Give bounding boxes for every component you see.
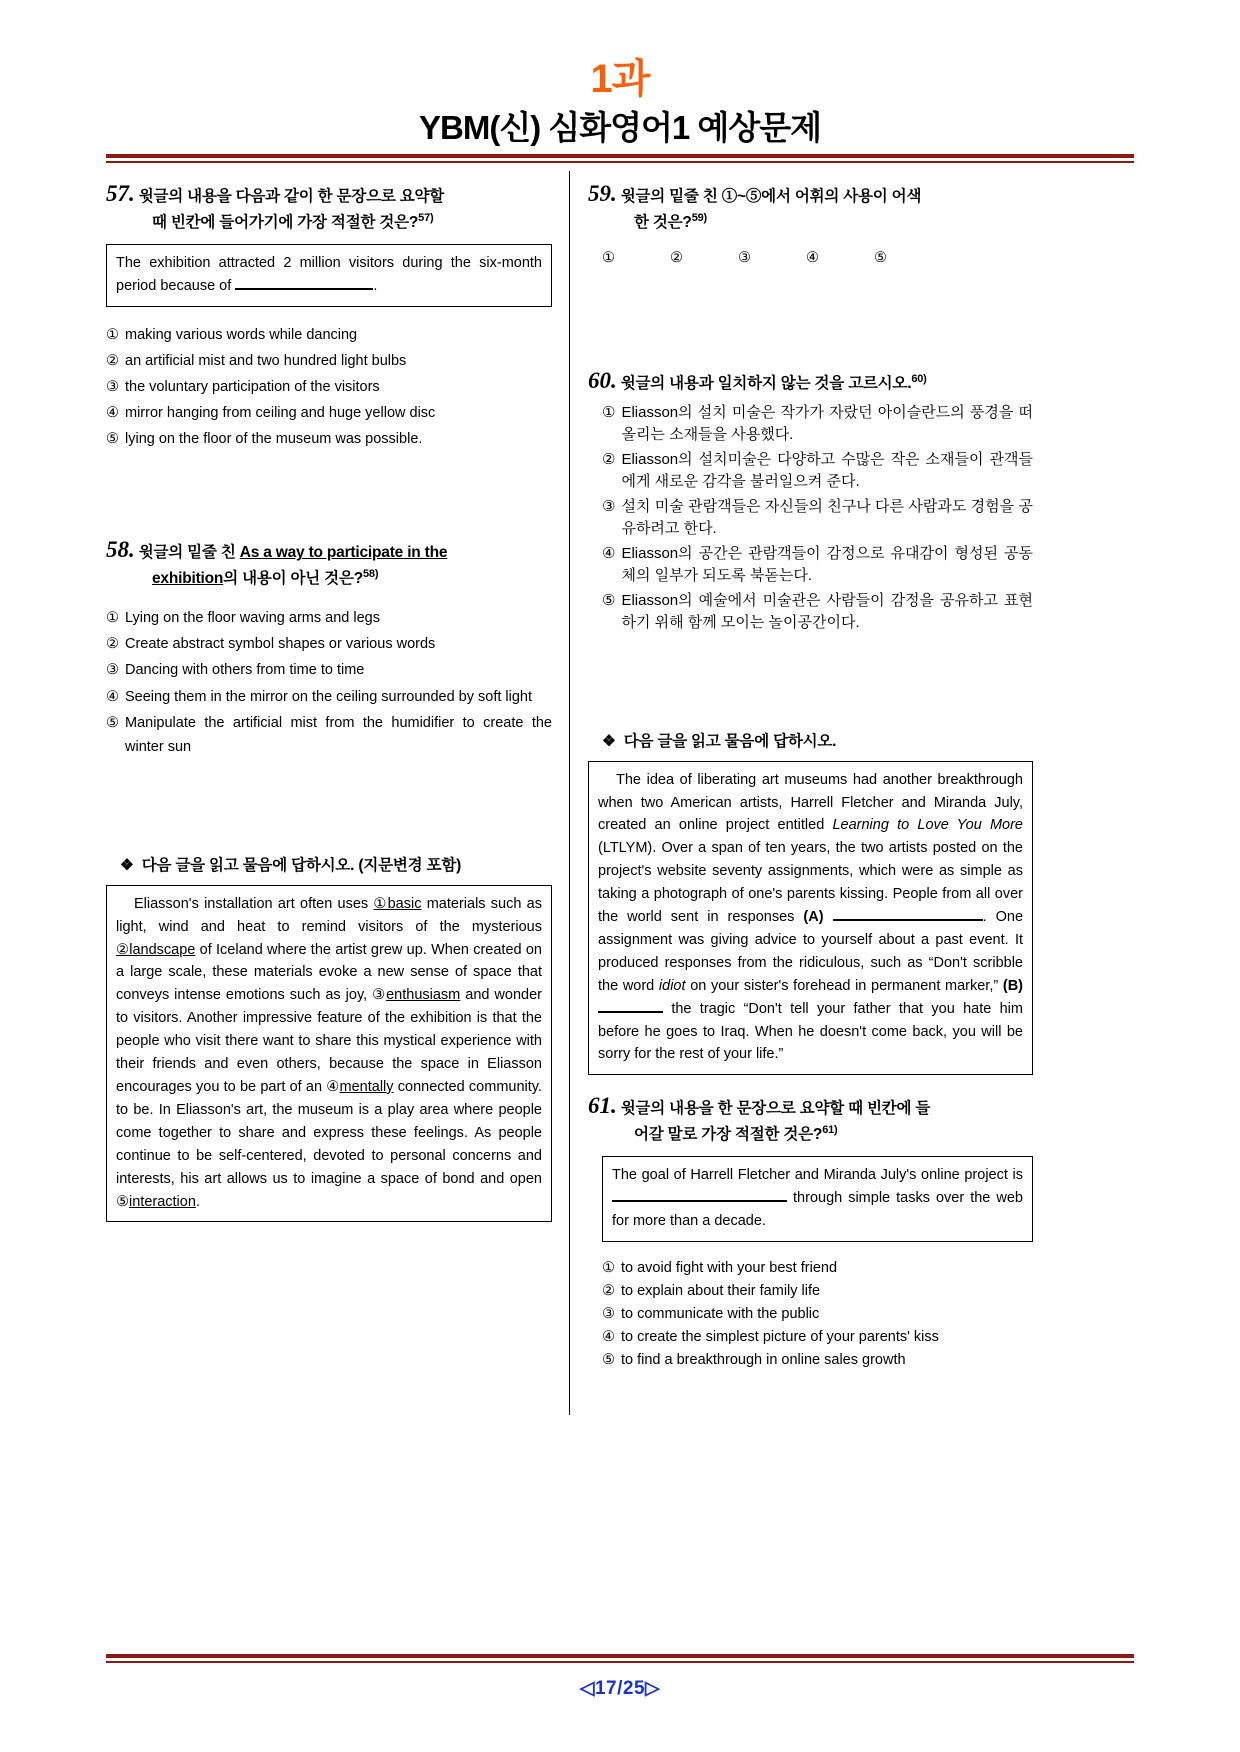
choice-item[interactable] [106,658,552,682]
choice-text: Manipulate the artificial mist from the humidifier to create the winter sun [125,714,552,755]
choice-number: ① [106,327,119,344]
choice-text: Seeing them in the mirror on the ceiling surrounded by soft light [125,688,533,705]
diamond-icon: ❖ [120,856,134,874]
question-58 [106,533,552,758]
choice-item[interactable] [106,606,552,630]
page-number: ◁17/25▷ [579,1678,661,1699]
blank-label-b: (B) [1002,977,1023,994]
choice-number: ④ [602,1329,615,1346]
question-61-summary-text: The goal of Harrell Fletcher and Miranda July's online project is through simple tasks over the web for more than a decade. [612,1167,1023,1230]
question-57-prompt-line1: 윗글의 내용을 다음과 같이 한 문장으로 요약할 [138,188,445,206]
choice-text: to avoid fight with your best friend [621,1260,838,1277]
question-61 [588,1089,1033,1371]
spacer [588,637,1033,703]
choice-item[interactable] [106,323,552,347]
choice-item[interactable] [106,349,552,373]
right-column [570,163,1033,1415]
question-61-choices [588,1258,1033,1371]
passage-underline-1: ①basic [373,895,422,912]
choice-number: ⑤ [602,1352,615,1369]
choice-number: ① [602,1260,615,1277]
passage-left-text: Eliasson's installation art often uses ①basic materials such as light, wind and heat to remind visitors of the mysterious ②landscape of Iceland where the artist grew up. When created on a large scale, these materials evoke a new sense of space that conveys intense emotions such as joy, ③enthusiasm and wonder to visitors. Another impressive feature of the exhibition is that the people who visit there want to share this mystical experience with their friends and even others, because the space in Eliasson encourages you to be part of an ④mentally connected community. to be. In Eliasson's art, the museum is a play area where people come together to share and express these feelings. As people continue to be self-centered, devoted to personal concerns and interests, his art allows us to imagine a space of bond and open ⑤interaction. [116,895,542,1210]
question-57-prompt [106,177,552,234]
passage-right-text: The idea of liberating art museums had another breakthrough when two American artists, Harrell Fletcher and Miranda July, created an online project entitled Learning to Love You More (LTLYM). Over a span of ten years, the two artists posted on the project's website seventy assignments, which were as simple as taking a photograph of one's parents kissing. People from all over the world sent in responses (A) . One assignment was giving advice to yourself about a past event. It produced responses from the ridiculous, such as “Don't scribble the word idiot on your sister's forehead in permanent marker,” (B) the tragic “Don't tell your father that you hate him before he goes to Iraq. When he doesn't come back, you will be sorry for the rest of your life.” [598,771,1024,1063]
question-61-sup: 61) [822,1123,838,1136]
choice-text: to find a breakthrough in online sales growth [621,1352,906,1369]
question-61-number: 61. [588,1093,617,1119]
passage-box-right [588,761,1033,1076]
choice-number: ⑤ [602,591,616,609]
direction-line-right [588,729,1033,751]
question-60-number: 60. [588,368,617,394]
question-59-sup: 59) [691,211,708,224]
choice-item[interactable] [602,590,1033,635]
passage-blank-a [833,919,983,921]
choice-text: to create the simplest picture of your parents' kiss [621,1329,939,1346]
choice-item[interactable] [602,496,1033,541]
choice-text: Create abstract symbol shapes or various words [125,636,436,653]
header-rule [106,154,1134,163]
choice-number: ③ [106,379,119,396]
question-60-choices [588,402,1033,635]
choice-item[interactable] [602,1281,1033,1302]
passage-underline-2: ②landscape [116,941,196,958]
question-61-summary-box [602,1156,1033,1242]
question-60-prompt: 60. 윗글의 내용과 일치하지 않는 것을 고르시오.$^{60)}$ [588,368,927,394]
question-61-blank [612,1200,787,1202]
choice-item[interactable] [106,632,552,656]
question-58-number: 58. [106,537,135,563]
question-57-number: 57. [106,181,135,207]
question-59-prompt: 59. 윗글의 밑줄 친 ①~⑤에서 어휘의 사용이 어색 한 것은?$^{59)}$ [588,181,922,231]
question-57-blank [235,288,373,290]
choice-number: ④ [106,688,119,705]
question-59-number: 59. [588,181,617,207]
direction-text: 다음 글을 읽고 물음에 답하시오. (지문변경 포함) [141,856,462,874]
page-header [0,0,1240,146]
passage-underline-3: enthusiasm [386,987,461,1004]
choice-item[interactable] [602,1304,1033,1325]
option-5[interactable]: ⑤ [874,250,887,267]
option-4[interactable]: ④ [806,250,819,267]
choice-number: ③ [602,1306,615,1323]
question-60-sup: 60) [911,373,927,386]
question-60 [588,364,1033,634]
document-title: YBM(신) 심화영어1 예상문제 [419,109,821,146]
question-58-prompt [106,533,552,590]
two-column-body [106,163,1134,1415]
choice-text: Eliasson의 공간은 관람객들이 감정으로 유대감이 형성된 공동체의 일부가 되도록 북돋는다. [621,544,1033,585]
choice-text: lying on the floor of the museum was possible. [125,431,423,448]
choice-text: Eliasson의 설치 미술은 작가가 자랐던 아이슬란드의 풍경을 떠올리는 소재들을 사용했다. [621,403,1033,444]
choice-item[interactable] [602,1327,1033,1348]
choice-number: ④ [602,544,616,562]
choice-text: to explain about their family life [621,1283,821,1300]
choice-item[interactable] [602,1258,1033,1279]
question-59-circles: ①~⑤ [721,188,762,206]
option-2[interactable]: ② [670,250,683,267]
choice-text: 설치 미술 관람객들은 자신들의 친구나 다른 사람과도 경험을 공유하려고 한다. [621,497,1033,538]
question-57-summary-box [106,244,552,307]
choice-item[interactable] [602,449,1033,494]
choice-number: ⑤ [106,714,119,731]
question-57-sup: 57) [418,211,434,224]
option-1[interactable]: ① [602,250,615,267]
question-58-sup: 58) [362,567,379,580]
choice-number: ④ [106,405,119,422]
question-58-prompt-post: 의 내용이 아닌 것은? [223,569,363,587]
choice-text: making various words while dancing [125,327,358,344]
passage-underline-5: interaction [129,1193,196,1210]
left-column [106,163,569,1415]
spacer [106,453,552,519]
question-58-choices [106,606,552,758]
choice-number: ② [602,450,616,468]
question-58-underlined-1: As a way to participate in the [239,544,448,562]
choice-number: ⑤ [106,431,119,448]
spacer [588,266,1033,332]
lesson-title: 1과 [590,57,650,101]
direction-line-left [106,853,552,875]
choice-text: an artificial mist and two hundred light bulbs [125,353,407,370]
passage-box-left [106,885,552,1223]
diamond-icon: ❖ [602,732,616,750]
direction-text: 다음 글을 읽고 물음에 답하시오. [623,732,837,750]
footer-rule [106,1654,1134,1663]
choice-text: mirror hanging from ceiling and huge yellow disc [125,405,436,422]
question-57-summary-text: The exhibition attracted 2 million visitors during the six-month period because of . [116,255,542,295]
choice-item[interactable] [106,711,552,759]
choice-number: ③ [602,497,616,515]
spacer [588,332,1033,350]
choice-item[interactable] [106,427,552,451]
choice-text: the voluntary participation of the visitors [125,379,380,396]
choice-item[interactable] [106,401,552,425]
choice-number: ① [602,403,616,421]
choice-item[interactable] [602,402,1033,447]
choice-item[interactable] [106,375,552,399]
question-61-prompt: 61. 윗글의 내용을 한 문장으로 요약할 때 빈칸에 들 어갈 말로 가장 적절한 것은?$^{61)}$ [588,1093,931,1143]
question-58-underlined-2: exhibition [152,569,224,587]
choice-text: Eliasson의 예술에서 미술관은 사람들이 감정을 공유하고 표현하기 위해 함께 모이는 놀이공간이다. [621,591,1033,632]
passage-underline-4: mentally [339,1078,394,1095]
choice-text: to communicate with the public [621,1306,820,1323]
question-57-choices [106,323,552,451]
page-footer [106,1654,1134,1700]
question-57-prompt-line2: 때 빈칸에 들어가기에 가장 적절한 것은?$^{57)}$ [152,211,434,231]
passage-italic-title: Learning to Love You More [832,817,1024,834]
passage-italic-word: idiot [658,977,686,994]
choice-item[interactable] [106,685,552,709]
blank-label-a: (A) [803,909,824,926]
choice-number: ② [106,353,119,370]
option-3[interactable]: ③ [738,250,751,267]
spacer [106,761,552,827]
question-59-options [588,250,1033,266]
choice-text: Eliasson의 설치미술은 다양하고 수많은 작은 소재들이 관객들에게 새로운 감각을 불러일으켜 준다. [621,450,1033,491]
choice-text: Lying on the floor waving arms and legs [125,610,380,627]
choice-text: Dancing with others from time to time [125,662,365,679]
passage-blank-b [598,1011,663,1013]
question-57 [106,177,552,451]
question-58-prompt-pre: 윗글의 밑줄 친 [138,544,240,562]
choice-item[interactable] [602,543,1033,588]
choice-number: ② [602,1283,615,1300]
choice-number: ② [106,636,119,653]
choice-number: ① [106,610,119,627]
choice-item[interactable] [602,1350,1033,1371]
choice-number: ③ [106,662,119,679]
question-59 [588,177,1033,266]
